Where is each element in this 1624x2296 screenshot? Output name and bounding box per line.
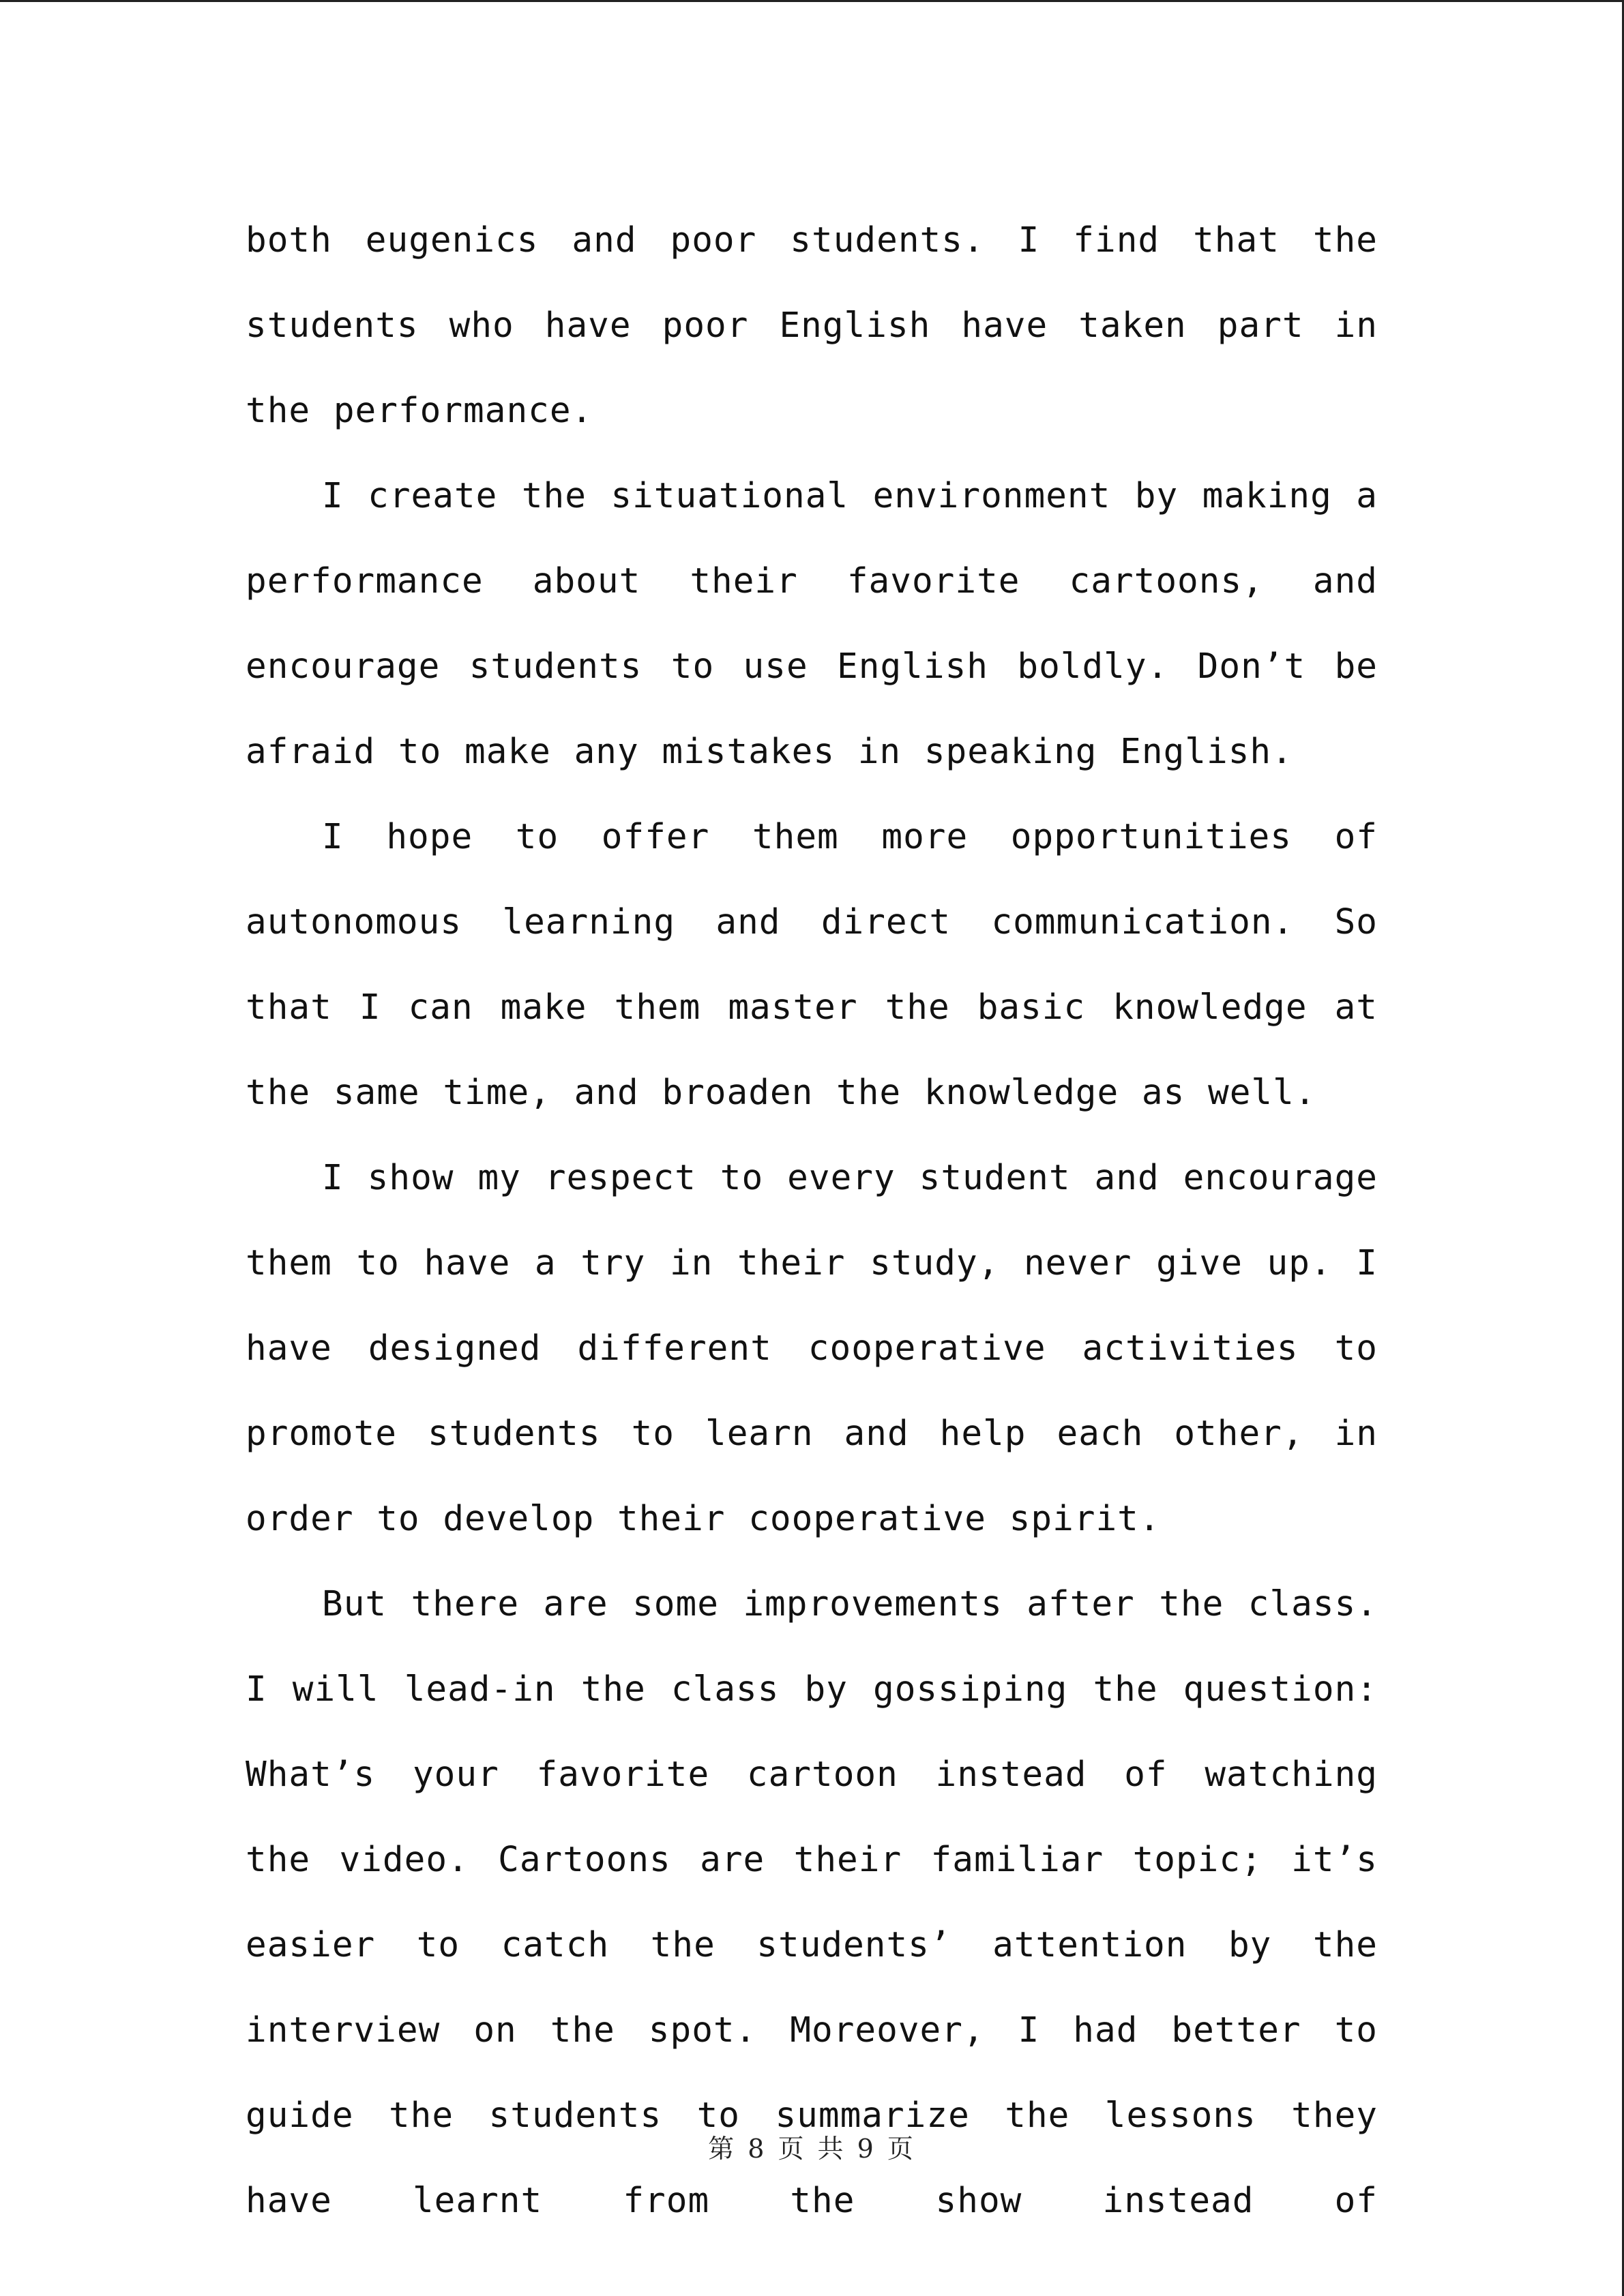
- page-number-footer: 第 8 页 共 9 页: [708, 2134, 916, 2164]
- paragraph: I create the situational environment by making a performance about their favorite cartoons, and encourage students to use English boldly. Don’t be afraid to make any mistakes in speaking English.: [246, 476, 1378, 772]
- paragraph: But there are some improvements after the class. I will lead-in the class by gossiping the question: What’s your favorite cartoon instead of watching the video. Cartoons are their familiar topic; it’s easier to catch the students’ attention by the interview on the spot. Moreover, I had better to guide the students to summarize the lessons they have learnt from the show instead of: [246, 1584, 1378, 2221]
- document-body: [246, 198, 1378, 2243]
- paragraph: I show my respect to every student and encourage them to have a try in their study, never give up. I have designed different cooperative activities to promote students to learn and help each other, in order to develop their cooperative spirit.: [246, 1158, 1378, 1539]
- paragraph: both eugenics and poor students. I find that the students who have poor English have taken part in the performance.: [246, 220, 1378, 431]
- paragraph: I hope to offer them more opportunities of autonomous learning and direct communication. So that I can make them master the basic knowledge at the same time, and broaden the knowledge as well.: [246, 817, 1378, 1113]
